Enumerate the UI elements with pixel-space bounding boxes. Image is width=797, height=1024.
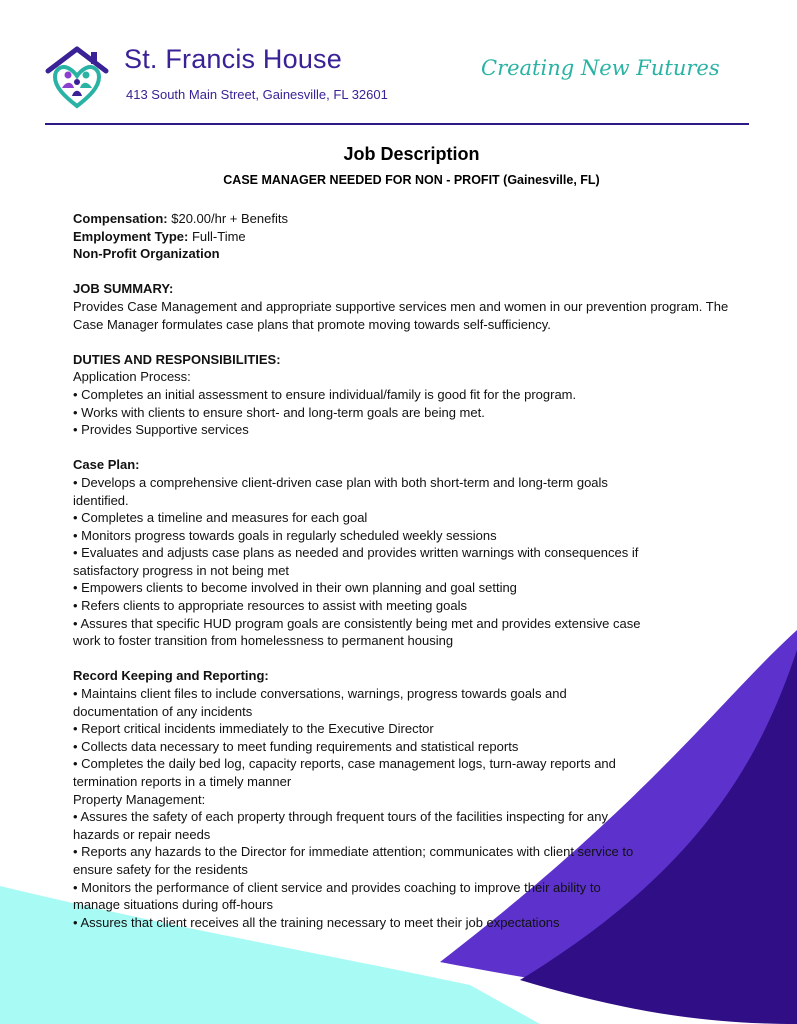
- list-item-continued: termination reports in a timely manner: [73, 774, 292, 789]
- case-plan-heading: Case Plan:: [73, 457, 140, 473]
- job-summary-heading: JOB SUMMARY:: [73, 281, 174, 297]
- document-subtitle: CASE MANAGER NEEDED FOR NON - PROFIT (Gainesville, FL): [223, 173, 600, 187]
- organization-address: 413 South Main Street, Gainesville, FL 32601: [126, 87, 388, 102]
- list-item: • Works with clients to ensure short- and long-term goals are being met.: [73, 404, 485, 420]
- job-summary-text: Provides Case Management and appropriate supportive services men and women in our prevention program. The Case Manager formulates case plans that promote moving towards self-sufficiency.: [73, 298, 729, 332]
- list-item: • Maintains client files to include conversations, warnings, progress towards goals and: [73, 686, 567, 702]
- compensation-value: $20.00/hr + Benefits: [167, 211, 288, 226]
- list-item-continued: identified.: [73, 492, 129, 508]
- list-item-continued: hazards or repair needs: [73, 826, 211, 842]
- list-item: • Completes a timeline and measures for each goal: [73, 510, 368, 526]
- list-item-continued: ensure safety for the residents: [73, 861, 248, 877]
- duties-heading: DUTIES AND RESPONSIBILITIES:: [73, 351, 281, 367]
- organization-type: Non-Profit Organization: [73, 246, 220, 262]
- list-item: • Assures that specific HUD program goals are consistently being met and provides extensive case: [73, 615, 641, 631]
- list-item: • Develops a comprehensive client-driven case plan with both short-term and long-term goals: [73, 474, 608, 490]
- header-divider: [45, 123, 749, 125]
- list-item: • Provides Supportive services: [73, 422, 249, 438]
- list-item: • Report critical incidents immediately to the Executive Director: [73, 721, 434, 737]
- record-keeping-heading: Record Keeping and Reporting:: [73, 668, 269, 684]
- employment-type-value: Full-Time: [188, 228, 246, 244]
- list-item: • Completes an initial assessment to ensure individual/family is good fit for the program.: [73, 386, 577, 402]
- list-item-continued: manage situations during off-hours: [73, 897, 273, 913]
- list-item-continued: satisfactory progress in not being met: [73, 562, 290, 578]
- tagline: Creating New Futures: [481, 56, 720, 80]
- list-item-continued: documentation of any incidents: [73, 703, 253, 719]
- employment-type-line: [73, 228, 741, 246]
- list-item: • Reports any hazards to the Director for immediate attention; communicates with client service to: [73, 844, 634, 860]
- list-item: • Assures that client receives all the training necessary to meet their job expectations: [73, 914, 560, 930]
- list-item: • Monitors progress towards goals in regularly scheduled weekly sessions: [73, 527, 497, 543]
- list-item-continued: work to foster transition from homelessness to permanent housing: [73, 633, 454, 649]
- list-item: • Collects data necessary to meet funding requirements and statistical reports: [73, 738, 519, 754]
- document-title: Job Description: [343, 144, 480, 164]
- job-description-body: [73, 210, 741, 931]
- organization-name: St. Francis House: [124, 44, 342, 74]
- house-family-heart-logo: [44, 44, 110, 110]
- list-item: • Refers clients to appropriate resources to assist with meeting goals: [73, 598, 468, 614]
- list-item: • Monitors the performance of client service and provides coaching to improve their ability to: [73, 879, 601, 895]
- property-management-label: Property Management:: [73, 791, 206, 807]
- application-process-label: Application Process:: [73, 369, 191, 385]
- compensation-line: [73, 210, 741, 228]
- compensation-label: Compensation:: [73, 211, 168, 226]
- list-item: • Evaluates and adjusts case plans as needed and provides written warnings with consequences if: [73, 545, 639, 561]
- list-item: • Assures the safety of each property through frequent tours of the facilities inspecting for any: [73, 809, 608, 825]
- list-item: • Completes the daily bed log, capacity reports, case management logs, turn-away reports and: [73, 756, 616, 772]
- employment-type-label: Employment Type:: [73, 228, 189, 244]
- list-item: • Empowers clients to become involved in their own planning and goal setting: [73, 580, 517, 596]
